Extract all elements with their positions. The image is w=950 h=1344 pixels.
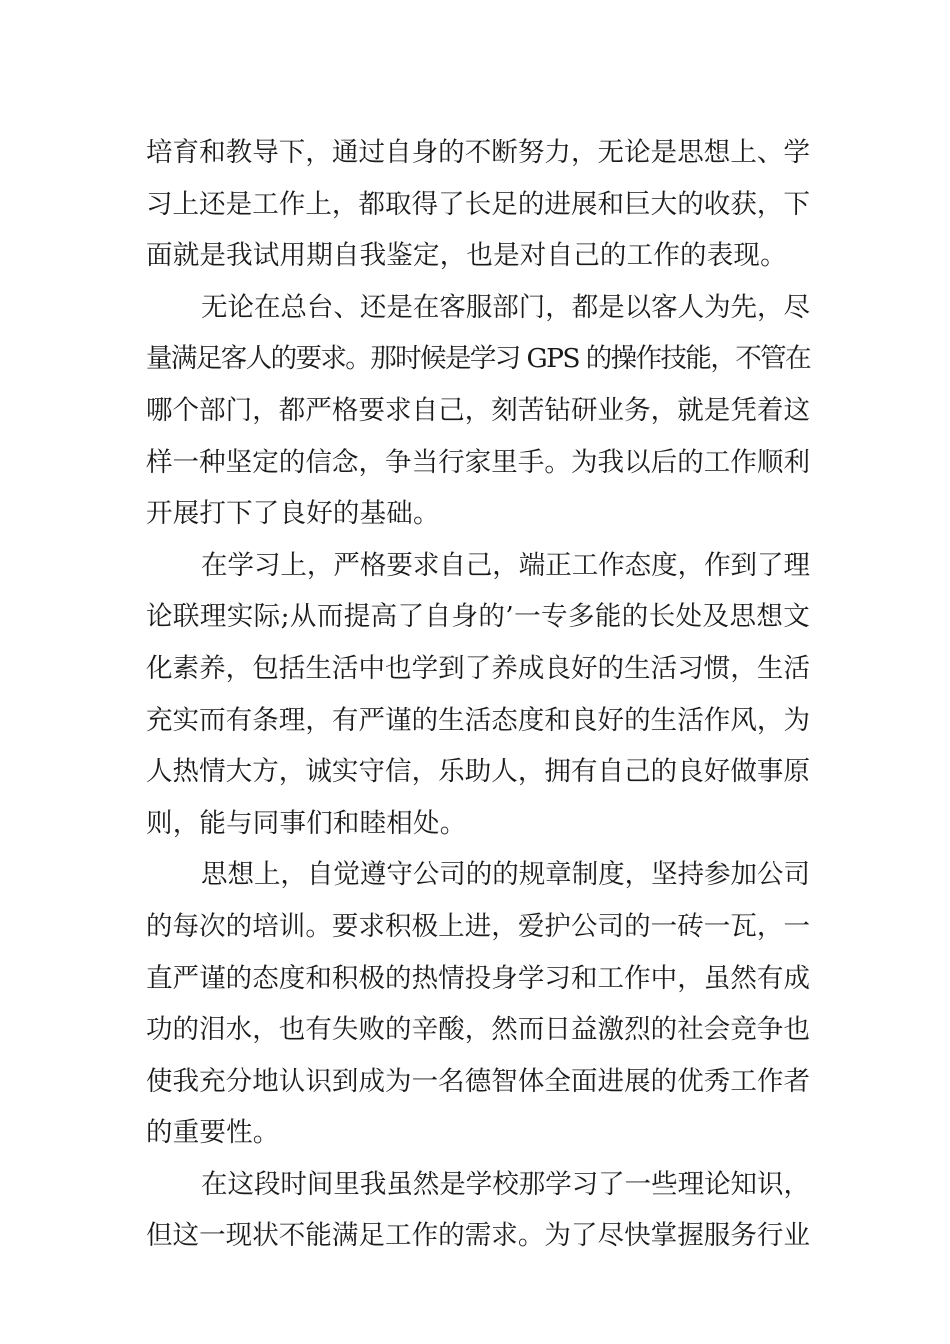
text-line: 化素养，包括生活中也学到了养成良好的生活习惯，生活 [146, 652, 810, 684]
text-line: 人热情大方，诚实守信，乐助人，拥有自己的良好做事原 [146, 756, 810, 788]
text-line: 面就是我试用期自我鉴定，也是对自己的工作的表现。 [146, 240, 787, 272]
text-line: 思想上，自觉遵守公司的的规章制度，坚持参加公司 [201, 859, 810, 891]
text-line: 量满足客人的要求。那时候是学习 GPS 的操作技能，不管在 [146, 343, 810, 375]
text-line: 在这段时间里我虽然是学校那学习了一些理论知识， [201, 1168, 810, 1200]
text-line: 培育和教导下，通过自身的不断努力，无论是思想上、学 [146, 137, 810, 168]
text-line: 直严谨的态度和积极的热情投身学习和工作中，虽然有成 [146, 962, 810, 994]
document-body [146, 127, 810, 1262]
text-line: 但这一现状不能满足工作的需求。为了尽快掌握服务行业 [146, 1220, 810, 1252]
text-line: 的每次的培训。要求积极上进，爱护公司的一砖一瓦，一 [146, 910, 810, 942]
text-line: 论联理实际;从而提高了自身的’一专多能的长处及思想文 [146, 601, 810, 633]
text-line: 开展打下了良好的基础。 [146, 498, 440, 530]
text-line: 充实而有条理，有严谨的生活态度和良好的生活作风，为 [146, 704, 810, 736]
text-line: 习上还是工作上，都取得了长足的进展和巨大的收获，下 [146, 188, 810, 220]
text-line: 功的泪水，也有失败的辛酸，然而日益激烈的社会竞争也 [146, 1014, 810, 1046]
text-line: 则，能与同事们和睦相处。 [146, 807, 467, 839]
text-line: 使我充分地认识到成为一名德智体全面进展的优秀工作者 [146, 1065, 810, 1097]
text-line: 的重要性。 [146, 1117, 280, 1149]
text-line: 在学习上，严格要求自己，端正工作态度，作到了理 [201, 549, 810, 581]
text-line: 哪个部门，都严格要求自己，刻苦钻研业务，就是凭着这 [146, 394, 810, 426]
text-line: 无论在总台、还是在客服部门，都是以客人为先，尽 [201, 291, 810, 323]
text-line: 样一种坚定的信念，争当行家里手。为我以后的工作顺利 [146, 446, 810, 478]
